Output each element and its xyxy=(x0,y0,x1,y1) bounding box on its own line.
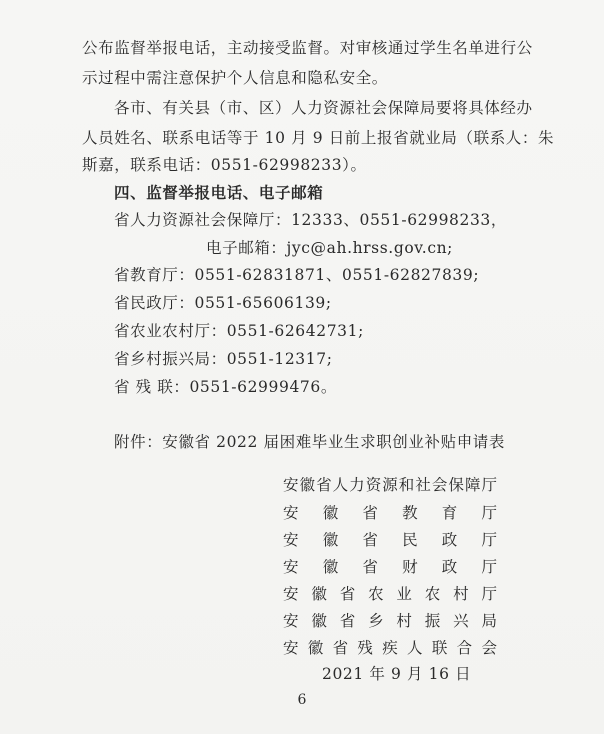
signature-agriculture: 安徽省农业农村厅 xyxy=(283,585,497,603)
signature-hrss: 安徽省人力资源和社会保障厅 xyxy=(283,476,497,494)
education-phone: 省教育厅：0551-62831871、0551-62827839; xyxy=(114,266,480,284)
paragraph-1-line-1: 公布监督举报电话，主动接受监督。对审核通过学生名单进行公 xyxy=(82,39,533,57)
rural-revitalization-phone: 省乡村振兴局：0551-12317; xyxy=(114,350,333,368)
agriculture-phone: 省农业农村厅：0551-62642731; xyxy=(114,322,364,340)
signature-disabled-federation: 安徽省残疾人联合会 xyxy=(283,639,497,657)
signature-civil-affairs: 安徽省民政厅 xyxy=(283,531,497,549)
document-date: 2021 年 9 月 16 日 xyxy=(322,665,472,683)
hrss-phone: 省人力资源社会保障厅：12333、0551-62998233， xyxy=(114,211,507,229)
paragraph-2-line-2: 人员姓名、联系电话等于 10 月 9 日前上报省就业局（联系人：朱 xyxy=(82,129,555,147)
signature-education: 安徽省教育厅 xyxy=(283,504,497,522)
signature-rural-revitalization: 安徽省乡村振兴局 xyxy=(283,612,497,630)
paragraph-2-line-3: 斯嘉，联系电话：0551-62998233）。 xyxy=(82,156,367,174)
paragraph-2-line-1: 各市、有关县（市、区）人力资源社会保障局要将具体经办 xyxy=(114,99,533,117)
page-number: 6 xyxy=(297,692,307,708)
attachment-note: 附件：安徽省 2022 届困难毕业生求职创业补贴申请表 xyxy=(114,433,506,451)
disabled-federation-phone: 省 残 联：0551-62999476。 xyxy=(114,378,337,396)
hrss-email: 电子邮箱：jyc@ah.hrss.gov.cn; xyxy=(206,239,454,257)
paragraph-1-line-2: 示过程中需注意保护个人信息和隐私安全。 xyxy=(82,69,388,87)
civil-affairs-phone: 省民政厅：0551-65606139; xyxy=(114,294,332,312)
section-heading: 四、监督举报电话、电子邮箱 xyxy=(114,183,324,202)
signature-finance: 安徽省财政厅 xyxy=(283,558,497,576)
